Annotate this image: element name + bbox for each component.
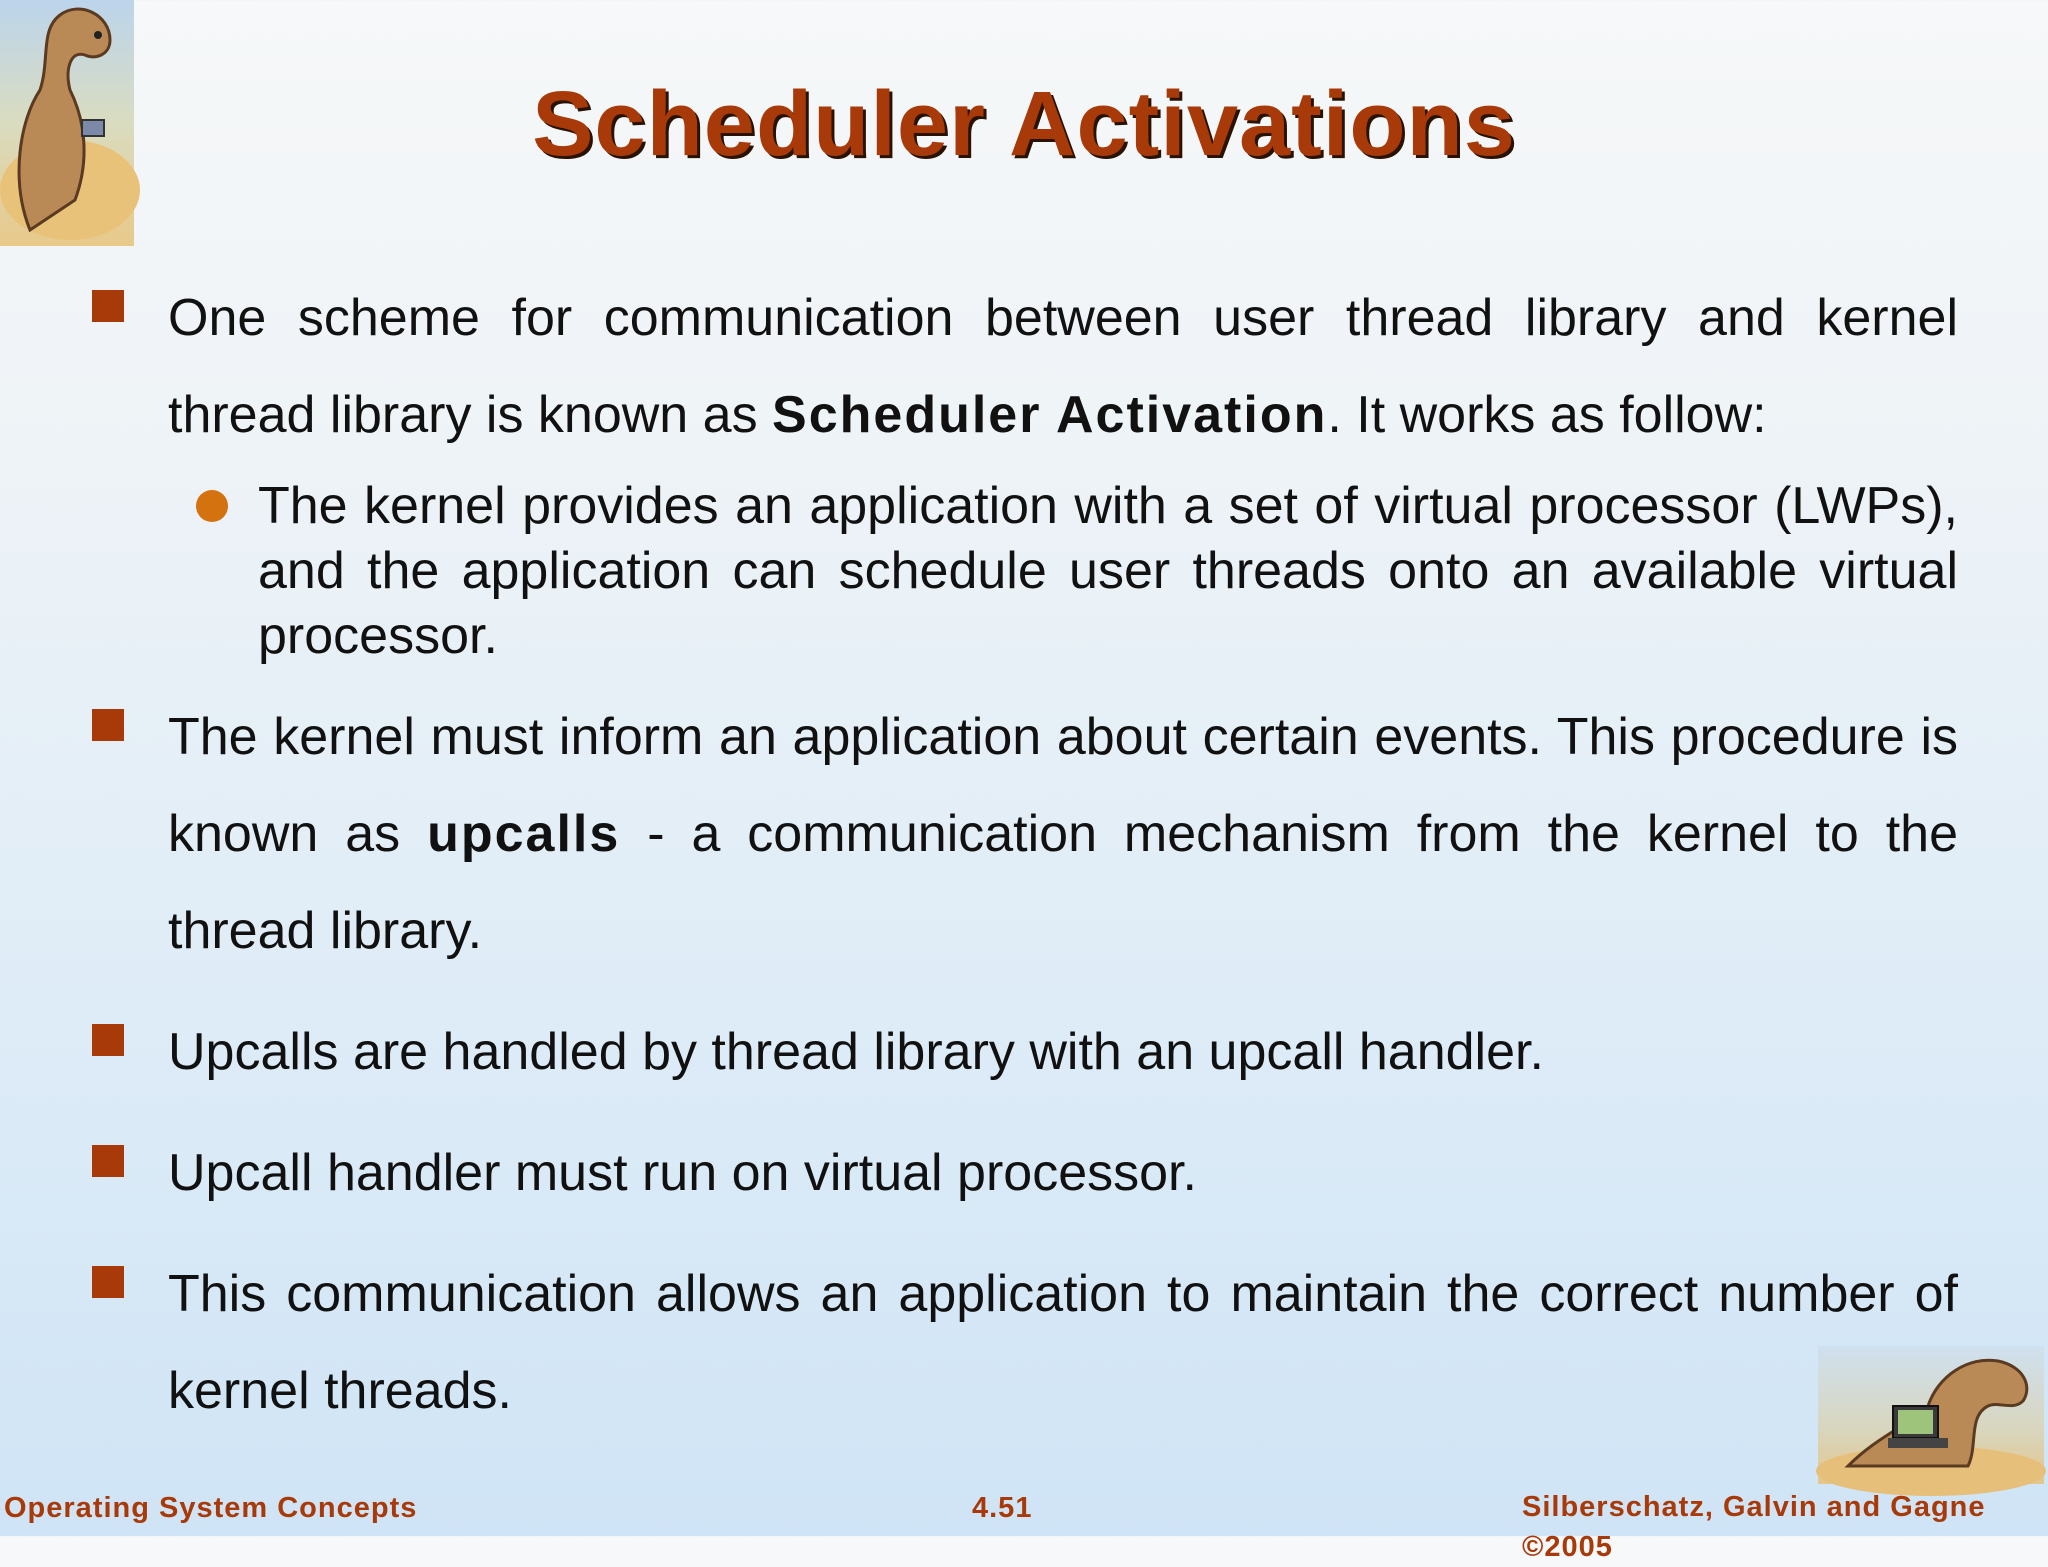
- bullet-item: [90, 1246, 1958, 1440]
- bullet-item: [90, 270, 1958, 464]
- bullet-bold-term: Scheduler Activation: [772, 386, 1328, 444]
- bullet-item: [90, 1004, 1958, 1101]
- bullet-item: [90, 1125, 1958, 1222]
- square-bullet-icon: [92, 1024, 124, 1056]
- bullet-text: This communication allows an application to maintain the correct number of kernel threads.: [168, 1265, 1958, 1420]
- footer-course-title: Operating System Concepts: [4, 1492, 418, 1524]
- bullet-text: One scheme for communication between user thread library and kernel thread library is known as: [168, 289, 1958, 444]
- bullet-text: Upcall handler must run on virtual processor.: [168, 1144, 1197, 1202]
- square-bullet-icon: [92, 290, 124, 322]
- round-bullet-icon: [196, 490, 228, 522]
- sub-bullet-text: The kernel provides an application with a set of virtual processor (LWPs), and the application can schedule user threads onto an available virtual processor.: [258, 477, 1958, 665]
- bullet-bold-term: upcalls: [427, 805, 621, 863]
- bullet-text: The kernel must inform an application about certain events. This procedure is known as: [168, 708, 1958, 863]
- footer-page-number: 4.51: [972, 1492, 1033, 1524]
- square-bullet-icon: [92, 709, 124, 741]
- footer-authors: Silberschatz, Galvin and Gagne ©2005: [1522, 1491, 1986, 1563]
- bullet-text: - a communication mechanism from the kernel to the thread library.: [168, 805, 1958, 960]
- slide-title: Scheduler Activations: [532, 73, 1516, 175]
- square-bullet-icon: [92, 1266, 124, 1298]
- bullet-text: Upcalls are handled by thread library with an upcall handler.: [168, 1023, 1544, 1081]
- bullet-text: . It works as follow:: [1327, 386, 1767, 444]
- bullet-item: [90, 689, 1958, 980]
- sub-bullet-item: [90, 474, 1958, 669]
- dinosaur-laptop-logo-bottom: [1818, 1346, 2044, 1484]
- slide-content: [90, 270, 1958, 1440]
- square-bullet-icon: [92, 1145, 124, 1177]
